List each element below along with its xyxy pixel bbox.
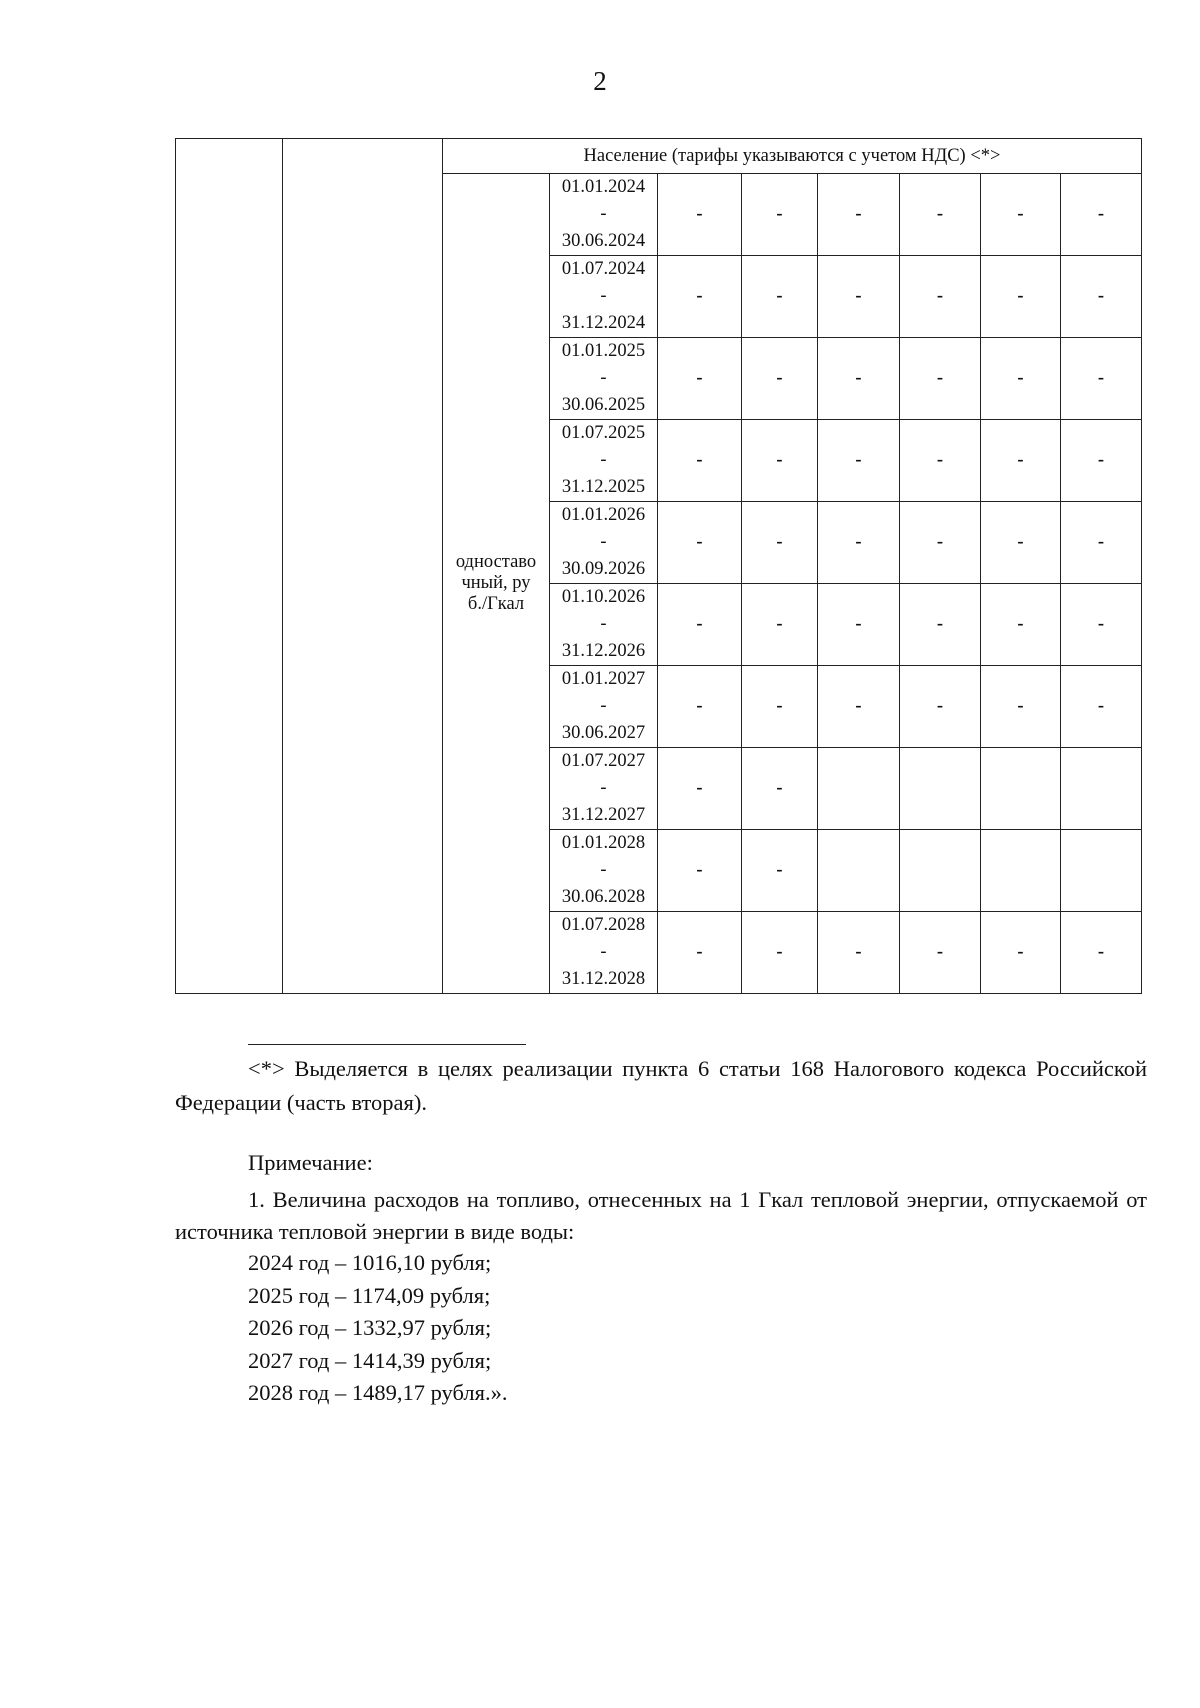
tariff-table [175, 138, 1142, 994]
value-cell: - [900, 502, 981, 584]
blank-column-1 [176, 139, 283, 994]
period-end: 30.06.2025 [561, 395, 646, 415]
value-cell: - [981, 256, 1061, 338]
value-cell: - [658, 502, 742, 584]
value-cell: - [981, 338, 1061, 420]
period-cell [550, 502, 658, 584]
value-cell [900, 748, 981, 830]
period-cell [550, 748, 658, 830]
value-cell: - [818, 338, 900, 420]
value-cell [1061, 830, 1142, 912]
value-cell: - [742, 748, 818, 830]
period-end: 31.12.2028 [561, 969, 646, 989]
value-cell: - [981, 420, 1061, 502]
value-cell: - [981, 502, 1061, 584]
value-cell [981, 830, 1061, 912]
value-cell: - [900, 584, 981, 666]
fuel-cost-2028: 2028 год – 1489,17 рубля.». [248, 1380, 508, 1405]
fuel-cost-list [248, 1247, 507, 1410]
note-title: Примечание: [248, 1150, 373, 1175]
value-cell: - [981, 912, 1061, 994]
period-start: 01.07.2028 [561, 915, 646, 935]
unit-cell [443, 174, 550, 994]
period-cell [550, 830, 658, 912]
value-cell: - [742, 912, 818, 994]
period-sep: - [600, 942, 607, 962]
period-sep: - [600, 778, 607, 798]
group-header: Население (тарифы указываются с учетом НДС) <*> [443, 139, 1142, 174]
page-number: 2 [593, 66, 607, 96]
value-cell: - [658, 420, 742, 502]
period-start: 01.01.2026 [561, 505, 646, 525]
period-end: 30.06.2024 [561, 231, 646, 251]
value-cell: - [1061, 584, 1142, 666]
value-cell: - [818, 174, 900, 256]
value-cell: - [818, 502, 900, 584]
value-cell: - [818, 256, 900, 338]
value-cell: - [658, 256, 742, 338]
header-row [176, 139, 1142, 174]
period-start: 01.10.2026 [561, 587, 646, 607]
value-cell [818, 830, 900, 912]
value-cell: - [742, 830, 818, 912]
value-cell: - [742, 338, 818, 420]
period-sep: - [600, 204, 607, 224]
value-cell: - [742, 420, 818, 502]
value-cell: - [818, 420, 900, 502]
value-cell [1061, 748, 1142, 830]
value-cell: - [900, 420, 981, 502]
period-sep: - [600, 368, 607, 388]
period-start: 01.07.2024 [561, 259, 646, 279]
value-cell: - [818, 666, 900, 748]
footnote-separator [248, 1044, 526, 1045]
period-sep: - [600, 286, 607, 306]
period-sep: - [600, 860, 607, 880]
period-end: 31.12.2024 [561, 313, 646, 333]
value-cell: - [1061, 256, 1142, 338]
value-cell: - [1061, 502, 1142, 584]
value-cell: - [818, 584, 900, 666]
value-cell: - [900, 912, 981, 994]
period-start: 01.07.2025 [561, 423, 646, 443]
value-cell [818, 748, 900, 830]
value-cell: - [818, 912, 900, 994]
period-sep: - [600, 450, 607, 470]
period-cell [550, 174, 658, 256]
value-cell [900, 830, 981, 912]
value-cell: - [900, 174, 981, 256]
period-sep: - [600, 532, 607, 552]
period-cell [550, 256, 658, 338]
value-cell: - [1061, 912, 1142, 994]
period-cell [550, 666, 658, 748]
value-cell: - [742, 666, 818, 748]
value-cell: - [658, 666, 742, 748]
period-start: 01.01.2028 [561, 833, 646, 853]
period-end: 30.06.2028 [561, 887, 646, 907]
period-cell [550, 420, 658, 502]
value-cell: - [900, 256, 981, 338]
value-cell: - [1061, 174, 1142, 256]
period-cell [550, 338, 658, 420]
value-cell: - [658, 338, 742, 420]
value-cell: - [742, 502, 818, 584]
period-end: 30.09.2026 [561, 559, 646, 579]
note-item-1: 1. Величина расходов на топливо, отнесенных на 1 Гкал тепловой энергии, отпускаемой от источника тепловой энергии в виде воды: [175, 1187, 1147, 1244]
period-sep: - [600, 696, 607, 716]
period-end: 31.12.2026 [561, 641, 646, 661]
fuel-cost-2026: 2026 год – 1332,97 рубля; [248, 1315, 492, 1340]
period-end: 30.06.2027 [561, 723, 646, 743]
value-cell: - [658, 174, 742, 256]
value-cell: - [900, 666, 981, 748]
period-start: 01.07.2027 [561, 751, 646, 771]
period-end: 31.12.2027 [561, 805, 646, 825]
value-cell: - [1061, 338, 1142, 420]
value-cell: - [658, 912, 742, 994]
value-cell: - [658, 830, 742, 912]
period-start: 01.01.2025 [561, 341, 646, 361]
period-start: 01.01.2024 [561, 177, 646, 197]
value-cell: - [658, 748, 742, 830]
value-cell: - [658, 584, 742, 666]
unit-label: одноставочный, руб./Гкал [455, 552, 537, 614]
blank-column-2 [283, 139, 443, 994]
value-cell: - [981, 666, 1061, 748]
value-cell: - [742, 584, 818, 666]
fuel-cost-2027: 2027 год – 1414,39 рубля; [248, 1347, 492, 1373]
value-cell: - [981, 584, 1061, 666]
value-cell: - [742, 174, 818, 256]
value-cell: - [900, 338, 981, 420]
value-cell: - [981, 174, 1061, 256]
period-sep: - [600, 614, 607, 634]
period-cell [550, 584, 658, 666]
value-cell: - [1061, 666, 1142, 748]
period-end: 31.12.2025 [561, 477, 646, 497]
period-start: 01.01.2027 [561, 669, 646, 689]
period-cell [550, 912, 658, 994]
fuel-cost-2024: 2024 год – 1016,10 рубля; [248, 1250, 492, 1275]
fuel-cost-2025: 2025 год – 1174,09 рубля; [248, 1282, 491, 1308]
footnote: <*> Выделяется в целях реализации пункта 6 статьи 168 Налогового кодекса Российской Федерации (часть вторая). [175, 1056, 1147, 1115]
value-cell: - [1061, 420, 1142, 502]
value-cell: - [742, 256, 818, 338]
value-cell [981, 748, 1061, 830]
